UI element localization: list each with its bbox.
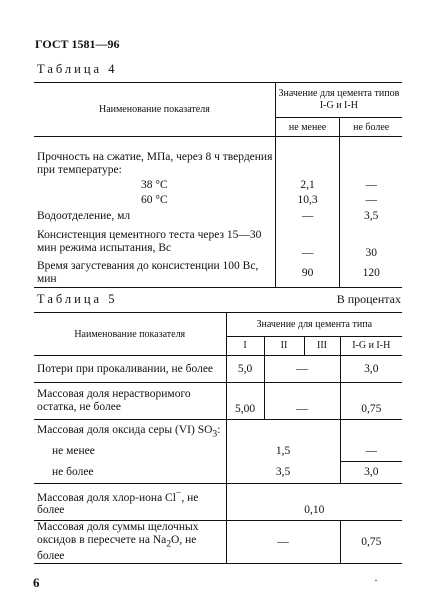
table4-38-min: 2,1 <box>275 177 340 192</box>
table5-chloride-value: 0,10 <box>226 484 402 521</box>
table5-alkali-ig-ih: 0,75 <box>340 521 402 564</box>
alkali-label-tail: O, не более <box>37 534 197 563</box>
table5-units: В процентах <box>336 292 401 306</box>
table5-sulfur-min-value: 1,5 <box>226 441 340 461</box>
table4-38-max: — <box>340 177 402 192</box>
table4-consistency-max: 30 <box>340 225 402 259</box>
table4-60-min: 10,3 <box>275 192 340 207</box>
table4-row-consistency: Консистенция цементного теста через 15—30 мин режима испытания, Вс <box>37 229 262 254</box>
table4-60-max: — <box>340 192 402 207</box>
sulfur-label-main: Массовая доля оксида серы (VI) SO <box>37 424 213 437</box>
document-header: ГОСТ 1581—96 <box>35 37 120 51</box>
table4-row-38: 38 °С <box>141 178 168 191</box>
table4-row-60: 60 °С <box>141 193 168 206</box>
table5-insoluble-i: 5,00 <box>226 383 264 420</box>
table4-col-value: Значение для цемента типов I-G и I-H <box>275 83 402 118</box>
table5-row-sulfur <box>34 420 226 442</box>
table5 <box>34 312 402 564</box>
table5-insoluble-ii-iii: — <box>264 383 340 420</box>
table4-row-thickening: Время загустевания до консистенции 100 Вс, мин <box>37 260 259 285</box>
table5-row-sulfur-max: не более <box>34 461 226 484</box>
table5-type-iii: III <box>304 336 340 355</box>
table5-row-sulfur-min: не менее <box>52 445 95 457</box>
table5-type-ii: II <box>264 336 304 355</box>
table5-row-loss: Потери при прокаливании, не более <box>34 356 226 383</box>
table4-thickening-min: 90 <box>275 259 340 288</box>
table5-loss-ig-ih: 3,0 <box>340 356 402 383</box>
chloride-label-main: Массовая доля хлор-иона Cl <box>37 491 176 504</box>
chloride-superscript: − <box>175 487 182 499</box>
table5-loss-i: 5,0 <box>226 356 264 383</box>
table5-type-i: I <box>226 336 264 355</box>
table4-thickening-max: 120 <box>340 259 402 288</box>
sulfur-subscript: 3 <box>212 428 218 440</box>
table4 <box>34 82 402 288</box>
table5-alkali-value: — <box>226 521 340 564</box>
table4-col-name: Наименование показателя <box>98 104 210 115</box>
table5-type-ig-ih: I-G и I-H <box>340 336 402 355</box>
table5-caption: Таблица 5 <box>37 292 118 306</box>
chloride-label-tail: , не более <box>37 491 199 517</box>
table5-sulfur-min-ig-ih: — <box>340 441 402 461</box>
table4-water-max: 3,5 <box>340 207 402 225</box>
table5-row-insoluble: Массовая доля нерастворимого остатка, не более <box>34 383 226 420</box>
alkali-subscript: 2 <box>166 538 172 550</box>
table4-water-min: — <box>275 207 340 225</box>
table5-col-name: Наименование показателя <box>34 313 226 356</box>
table4-row-strength: Прочность на сжатие, МПа, через 8 ч твердения при температуре: <box>37 151 273 176</box>
corner-mark: · <box>374 573 378 587</box>
sulfur-label-tail: : <box>217 424 221 437</box>
table4-col-max: не более <box>340 118 402 137</box>
table4-consistency-min: — <box>275 225 340 259</box>
table5-row-chloride <box>34 484 226 521</box>
table5-sulfur-max-value: 3,5 <box>226 461 340 484</box>
table5-sulfur-max-ig-ih: 3,0 <box>340 461 402 484</box>
table5-loss-ii-iii: — <box>264 356 340 383</box>
table5-col-value: Значение для цемента типа <box>226 313 402 337</box>
table5-row-alkali <box>34 521 226 564</box>
table4-row-water: Водоотделение, мл <box>37 209 131 222</box>
alkali-label-main: Массовая доля суммы щелочных оксидов в пересчете на Na <box>37 521 199 546</box>
table4-caption: Таблица 4 <box>37 62 118 76</box>
table5-insoluble-ig-ih: 0,75 <box>340 383 402 420</box>
table4-col-min: не менее <box>275 118 340 137</box>
page-number: 6 <box>33 575 40 590</box>
